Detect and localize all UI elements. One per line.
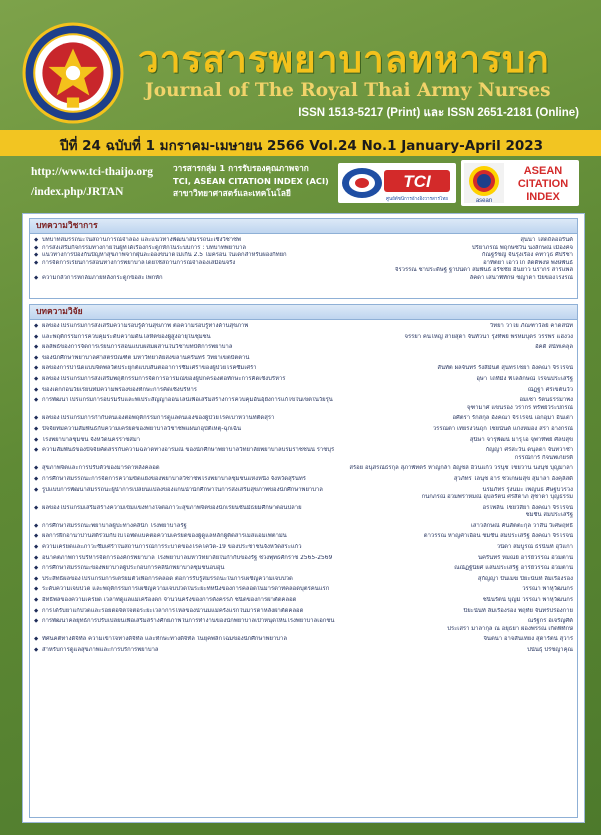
article-row[interactable] <box>30 260 577 268</box>
article-authors: สร้อย อนุสรณ์ธีรกุล สุภาพัทตร์ หาญกล้า อัญชลี อิ่วนแก้ว วรนุช ไชยวาน นงนุช บุญมาลา <box>346 465 573 473</box>
article-authors: ณัฏฐา ศรีเขต้นวัว <box>525 387 573 395</box>
article-row[interactable] <box>30 426 577 434</box>
article-row[interactable] <box>30 252 577 260</box>
article-title: ผลของโปรแกรมการส่งเสริมความรอบรู้ด้านสุขภาพ ต่อความรอบรู้ทางด้านสุขภาพ <box>42 323 249 329</box>
diamond-bullet-icon: ◆ <box>34 323 39 329</box>
article-authors: กรรณิการ์ กิจนพเกียรติ <box>512 455 573 463</box>
diamond-bullet-icon: ◆ <box>34 597 39 604</box>
diamond-bullet-icon: ◆ <box>34 618 39 625</box>
article-row[interactable] <box>30 365 577 373</box>
article-title: ผลการฝึกอานาปานสติร่วมกับไบโอฟีดแบคต่อความเครียดของผู้ดูแลหลักผู้ติดสารเมสแอมเฟตามีน <box>42 533 287 540</box>
article-row[interactable] <box>30 586 577 594</box>
section-heading-bar <box>30 219 577 234</box>
article-title: การศึกษาสมรรถนะของพยาบาลผู้ประกอบการคลินิกพยาบาลชุมชนอบอุ่น <box>42 565 225 572</box>
article-row[interactable] <box>30 323 577 331</box>
article-title: การพัฒนาโปรแกรมการอบรมรับและพีเประสัญญาออนไลน์เพื่อเสริมสร้างการควบคุมอันอุ้ยังการแก้ไขในเขตในวัยรุ่น <box>42 397 333 404</box>
article-title: ความเครียดและภาวะซึมเศร้าในสถานการณ์การระบาดของโรคโควิด-19 ของประชาชนจังหวัดสระแก้ว <box>42 544 302 551</box>
diamond-bullet-icon: ◆ <box>34 344 39 351</box>
article-title: การส่งเสริมกิจกรรมทางกายในผู้ที่ได้เรื่องกระดูกหักในระบบการ : บทบาทพยาบาล <box>42 244 247 251</box>
article-authors: วรรณีตา เทียรงวนฤก ไชยนันต์ แก่งหมอง สรา อางกรณ์ <box>430 426 573 434</box>
article-title: ทัศนคติทางดิจิทัล ความเข้าใจทางดิจิทัล และทักษะทางดิจิทัล ในยุคพลิกโฉมของนักศึกษาพยาบาล <box>42 636 287 643</box>
cover-header <box>0 0 601 128</box>
article-title <box>42 455 573 463</box>
diamond-bullet-icon: ◆ <box>34 436 39 443</box>
article-authors: จรรยา คนไหญ่ สายสุดา จันทัวนา รุ่งทิพย์ พรหมบุตร วรรพร แฮ่งวง <box>402 334 574 342</box>
tci-logo-text: TCI <box>403 172 431 191</box>
article-row[interactable] <box>30 487 577 495</box>
article-row[interactable] <box>30 405 577 413</box>
research-section-heading: บทความวิจัย <box>36 307 83 317</box>
article-title: โรงพยาบาลชุมชน จังหวัดนครราชสีมา <box>42 436 141 443</box>
diamond-bullet-icon: ◆ <box>34 522 39 529</box>
diamond-bullet-icon: ◆ <box>34 447 39 454</box>
article-authors: อาทิตยา เอาวโก ลัดดิพงษ์ พงษ์พันธ์ <box>480 260 573 268</box>
diamond-bullet-icon: ◆ <box>34 636 39 643</box>
diamond-bullet-icon: ◆ <box>34 504 39 511</box>
article-authors: สุนิษา จารุพัฒน์ มารุโอ จุพาทิพย์ ศิลปสุข <box>467 437 573 445</box>
article-title: ผลของโปรแกรมเสริมสร้างความเข้มแข็งทางใจต่อภาวะสุขภาพจิตของนักเรียนชั้นมัธยมศึกษาตอนปลาย <box>42 504 302 511</box>
article-row[interactable] <box>30 618 577 626</box>
article-title: สุขภาพจิตและการปรับตัวของมารดาหลังคลอด <box>42 465 160 472</box>
article-row[interactable] <box>30 447 577 455</box>
article-row[interactable] <box>30 397 577 405</box>
article-authors: สุนนา โสดถิลออรินต์ <box>517 237 573 245</box>
article-title: การศึกษาสมรรถนะพยาบาลผู้ปะทางคลินิก โรงพยาบาลรัฐ <box>42 522 187 529</box>
article-authors: ชนินรัตน์ บุญมี วรรณา พาหุวัฒนกร <box>480 597 573 605</box>
article-authors: กัณฐรัชญ์ จันรุ่งเรือง คทาวุธ ศิปริชา <box>479 252 573 260</box>
article-title: ระดับความเจ็บปวด และพฤติกรรมการเผชิญความเจ็บปวดในระยะที่หนึ่งของการคลอดในมารดาที่คลอดบุตรคนแรก <box>42 586 330 593</box>
article-title: ของนักศึกษาพยาบาลศาสตรบัณฑิต มหาวิทยาลัยสงขลานครินทร์ วิทยาเขตปัตตานี <box>42 354 250 361</box>
diamond-bullet-icon: ◆ <box>34 252 39 259</box>
article-row[interactable] <box>30 608 577 616</box>
article-authors: ชมชื่น สมประเสริฐ <box>523 512 573 520</box>
article-authors: ดาวรรณ หาญคำเอื้อน ชมชื่น สมประเสริฐ อังคณา จิรโรจน์ <box>421 533 573 541</box>
article-authors: จิรวรรณ ชาประดิษฐ์ ฐาปนีดา สมพันธ์ อรัชชัย อินยาว นรากร สารีแพลี <box>392 267 573 275</box>
article-title: ผลของโปรแกรมการกำกับตนเองต่อพฤติกรรมการดูแลตนเองของผู้ป่วยโรคเบาหวานที่ติดสุรา <box>42 415 275 422</box>
article-title: ผลของการปานัดแบบจิตพลวัตประยุกต์แบบสั้นต่ออาการซึมเศร้าของผู้ป่วยโรคซึมเศร้า <box>42 365 257 372</box>
tci-line-3: สาขาวิทยาศาสตร์และเทคโนโลยี <box>173 188 291 198</box>
article-title: อนาคตภาพการบริหารจัดการองค์กรพยาบาล โรงพยาบาลมหาวิทยาลัยในกำกับของรัฐ ช่วงพุทธศักราช 2565-2569 <box>42 554 333 561</box>
diamond-bullet-icon: ◆ <box>34 386 39 393</box>
article-authors: สุกัญญา ปั้นเมฆ ปิยะนันท์ ลิ้มเรืองรอง <box>475 576 573 584</box>
article-title: รูปแบบการพัฒนาสมรรถนะผู้นำการเปลี่ยนแปลงของแกนนำนักศึกษาในการส่งเสริมสุขภาพของนักศึกษาพยาบาล <box>42 486 323 493</box>
article-authors: วรรณา พาหุวัฒนกร <box>519 586 573 594</box>
article-row[interactable] <box>30 533 577 541</box>
article-title: ปัจจัยที่มีความสัมพันธ์กับความเครียดของพยาบาลวิชาชีพแผนกอุบัติเหตุ-ฉุกเฉิน <box>42 425 242 432</box>
asean-logo-line1: ASEAN <box>523 165 563 177</box>
article-row[interactable] <box>30 647 577 655</box>
section-heading-bar <box>30 305 577 320</box>
article-authors: สุวภัทร ไลนุช อารี ชีวเกษมสุข สุมาลา อังคุลิสดิ <box>451 476 573 484</box>
article-row[interactable] <box>30 237 577 245</box>
article-row[interactable] <box>30 387 577 395</box>
table-of-contents <box>22 213 585 823</box>
article-title: ของเด็กก่อนวัยเรียนที่มีความพร่องของทักษะการคิดเชิงบริหาร <box>42 386 197 393</box>
asean-logo-line3: INDEX <box>526 191 560 203</box>
article-row[interactable] <box>30 636 577 644</box>
article-authors: วิทยา วาไย ภัณฑาวัลย์ คาดสนัท <box>487 323 573 331</box>
article-authors: นรมภัทร รุ่งนมะ เพ็ญนธ ศิษฐบวรวง <box>479 487 573 495</box>
tci-logo-icon <box>338 163 456 203</box>
emblem-logo-icon <box>22 22 124 124</box>
article-authors: ปนันธุ์ ปรีชญาคุณ <box>524 647 573 655</box>
article-row[interactable] <box>30 415 577 423</box>
diamond-bullet-icon: ◆ <box>34 244 39 251</box>
article-row[interactable] <box>30 376 577 384</box>
article-row[interactable] <box>30 275 577 283</box>
asean-small-label: asean <box>475 198 493 204</box>
article-title: สำหรับการดูแลสุขภาพและการบริการพยาบาล <box>42 647 159 653</box>
academic-section-heading: บทความวิชาการ <box>36 221 98 231</box>
article-row[interactable] <box>30 355 577 363</box>
article-title: ความสัมพันธ์ของปัจจัยคัดสรรกับความฉลาดทางอารมณ์ ของนักศึกษาพยาบาลวิทยาลัยพยาบาลบรมราชชนนี ราชบุรี <box>42 447 335 454</box>
diamond-bullet-icon: ◆ <box>34 425 39 432</box>
article-title: ความกลัวการหกล้มภายหลังกระดูกข้อสะโพกหัก <box>42 274 163 281</box>
diamond-bullet-icon: ◆ <box>34 565 39 572</box>
article-authors: สันทัต ผลจันทร์ รังสิมันต์ สุนทรไชยา อังคณา จิรโรจน์ <box>434 365 573 373</box>
diamond-bullet-icon: ◆ <box>34 354 39 361</box>
asean-citation-logo-icon <box>461 160 579 206</box>
tci-logo-subtext: ศูนย์ดัชนีการอ้างอิงวารสารไทย <box>386 197 448 202</box>
article-row[interactable] <box>30 494 577 502</box>
article-row[interactable] <box>30 544 577 552</box>
research-articles-section <box>29 304 578 818</box>
diamond-bullet-icon: ◆ <box>34 365 39 372</box>
diamond-bullet-icon: ◆ <box>34 274 39 281</box>
tci-line-2: TCI, ASEAN CITATION INDEX (ACI) <box>173 175 329 186</box>
article-title: แนวทางการป้องกันปัญหาสุขภาพจากฝุ่นละอองขนาดไม่เกิน 2.5 ไมครอน ในเด็กสำหรับผองกิทยก <box>42 252 287 259</box>
tci-certification-text <box>173 162 329 200</box>
diamond-bullet-icon: ◆ <box>34 397 39 404</box>
journal-title-english: Journal of The Royal Thai Army Nurses <box>145 80 551 101</box>
article-row[interactable] <box>30 597 577 605</box>
diamond-bullet-icon: ◆ <box>34 237 39 243</box>
article-row[interactable] <box>30 267 577 275</box>
article-title: การได้รับยาแก้ปวดและรอยด่อจิตใจต่อระยะเวลาการไหลของน้ำนมแม่ครั้งแรกในมารดาหลังผ่าตัดคลอด <box>42 607 304 614</box>
article-title: ผลลัพธ์ของการจัดการเรียนการสอนแบบผสมผสานในวิชาบทบัติการพยาบาล <box>42 344 233 351</box>
article-authors: ปริยาภรณ์ พฤกษชีวิน นงลักษณ์ เมืองคีจ <box>469 245 573 253</box>
article-title: บทบาทสมรรถนะในสถานการณ์จำลอง และแนวทางพัฒนาสมรรถนะเชิงวิชาชีพ <box>42 237 241 243</box>
article-authors: อัคดิ สนัทเคลุล <box>532 344 573 352</box>
article-title: ผลของโปรแกรมการส่งเสริมพฤติกรรมการจัดการอารมณ์ของผู้ปกครองต่อทักษะการคิดเชิงบริหาร <box>42 375 286 382</box>
article-authors: เสาวลักษณ์ คันสัตตะกุล วาสินี วิเศษฤทธิ์ <box>468 523 573 531</box>
article-authors: กัญญา ศรีสะวัน ดนุลดา จันทวาชำ <box>483 447 573 455</box>
article-authors: อุษา โถทิมัง พิไลลักษณ์ โรจนประเสริฐ <box>473 376 573 384</box>
article-authors: กนกภรณ์ อ่วมพราหมณ์ อุบลรัตน์ ศรีสิดาภ สุชาดา บุญธรรม <box>419 494 573 502</box>
diamond-bullet-icon: ◆ <box>34 533 39 540</box>
diamond-bullet-icon: ◆ <box>34 375 39 382</box>
diamond-bullet-icon: ◆ <box>34 647 39 653</box>
journal-url-line1[interactable]: http://www.tci-thaijo.org <box>31 166 154 178</box>
article-authors: จินตนา อาจสันเที่ยง สุดารัตน์ สุวารี <box>480 636 573 644</box>
article-row[interactable] <box>30 505 577 513</box>
article-authors: จุฑามาศ แขนรอง วรากร ทรัพย์วีระปกรณ์ <box>464 405 573 413</box>
article-authors: อรไพลิน ไชยวีสิยา อังคณา จิรโรจน์ <box>480 505 573 513</box>
article-authors: ณรัฐกร อีเจริญศิต์ <box>525 618 573 626</box>
article-title: อิทธิพลของความเครียด เวลาที่ดูแลแม่เครื่องดก จำนวนครั้งของการตั้งครรภ์ ชนิดของการผ่าตัดคลอด <box>42 597 297 604</box>
journal-title-thai: วารสารพยาบาลทหารบก <box>138 38 550 81</box>
article-row[interactable] <box>30 344 577 352</box>
article-row[interactable] <box>30 455 577 463</box>
article-row[interactable] <box>30 576 577 584</box>
asean-logo-line2: CITATION <box>517 178 569 190</box>
diamond-bullet-icon: ◆ <box>34 259 39 266</box>
diamond-bullet-icon: ◆ <box>34 333 39 340</box>
article-row[interactable] <box>30 626 577 634</box>
academic-article-list <box>30 234 577 283</box>
article-title: ประสิทธิผลของโปรแกรมการเตรียมตัวเพื่อการคลอด ต่อการรับรู้สมรรถนะในการเผชิญความเจ็บปวด <box>42 575 293 582</box>
article-title: การจัดการเรียนการสอนทางการพยาบาลโดยใช้สถานการณ์จำลองเสมือนจริง <box>42 259 236 266</box>
article-title: การพัฒนาคลยุทธ์การปรับเปลี่ยนเพื่อเสริมสร้างศักยภาพในการทำงานของนักพยาบาลเป้าหนุดให้นโรงพยาบาลเอกชน <box>42 618 335 625</box>
article-row[interactable] <box>30 334 577 342</box>
diamond-bullet-icon: ◆ <box>34 586 39 593</box>
journal-url-line2[interactable]: /index.php/JRTAN <box>31 186 124 198</box>
article-authors: อศิตรา รักสกุล อังคณา จิรโรจน์ เอกอุมา อินเด่า <box>449 415 573 423</box>
article-authors: นครินทร์ หมณีย์ อารีย์วรรณ อ่วมตานี <box>475 555 573 563</box>
article-row[interactable] <box>30 437 577 445</box>
diamond-bullet-icon: ◆ <box>34 415 39 422</box>
diamond-bullet-icon: ◆ <box>34 607 39 614</box>
diamond-bullet-icon: ◆ <box>34 575 39 582</box>
article-title: การศึกษาสมรรถนะการจัดการความขัดแย้งของพยาบาลวิชาชีพโรงพยาบาลชุมชนแห่งหนึ่ง จังหวัดสุรินทร์ <box>42 475 306 482</box>
diamond-bullet-icon: ◆ <box>34 475 39 482</box>
diamond-bullet-icon: ◆ <box>34 554 39 561</box>
tci-line-1: วารสารกลุ่ม 1 การรับรองคุณภาพจาก <box>173 163 309 173</box>
research-article-list <box>30 320 577 655</box>
article-row[interactable] <box>30 245 577 253</box>
article-title <box>42 512 573 520</box>
academic-articles-section <box>29 218 578 299</box>
article-authors: อมเซา รัตนธรรมาพง <box>516 397 573 405</box>
article-row[interactable] <box>30 523 577 531</box>
article-row[interactable] <box>30 476 577 484</box>
article-row[interactable] <box>30 512 577 520</box>
article-authors: ณณัฏฐ์นิยศ แสนประเสริฐ อารีย์วรรณ อ่วมตานี <box>451 565 573 573</box>
issn-line: ISSN 1513-5217 (Print) และ ISSN 2651-2181 (Online) <box>298 107 579 119</box>
article-row[interactable] <box>30 555 577 563</box>
article-row[interactable] <box>30 465 577 473</box>
article-row[interactable] <box>30 565 577 573</box>
issue-line: ปีที่ 24 ฉบับที่ 1 มกราคม-เมษายน 2566 Vol.24 No.1 January-April 2023 <box>60 138 544 154</box>
diamond-bullet-icon: ◆ <box>34 544 39 551</box>
article-authors: วนิดา สมบูรณ์ ธีรนันท์ อุ่วิแกา <box>494 544 573 552</box>
article-authors: ประเสรา มาลากุล ณ อยุธยา ผ่องพรรณ เกิดพิทักษ์ <box>444 626 573 634</box>
article-authors: ปิยะนันท์ ลิ้มเรืองรอง พฤทัย จันทร์ปร่องกาย <box>460 608 573 616</box>
article-authors: ลัคดา เสนาพิทักษ์ ชญาดา ปิยของโรงรณ์ <box>467 275 573 283</box>
diamond-bullet-icon: ◆ <box>34 465 39 472</box>
diamond-bullet-icon: ◆ <box>34 486 39 493</box>
article-title: และพฤติกรรมการควบคุมระดับความดันโลหิตของผู้สูงอายุในชุมชน <box>42 333 211 340</box>
